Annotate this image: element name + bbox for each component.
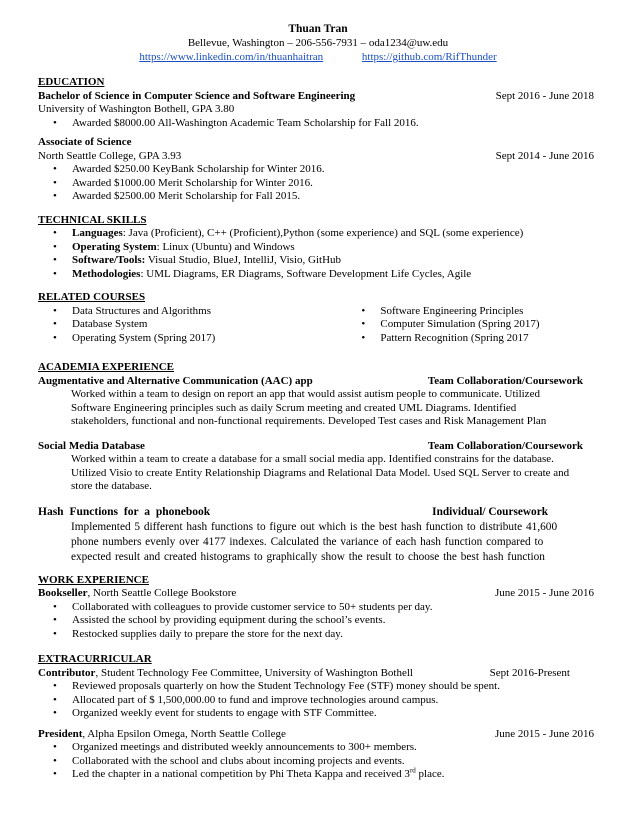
job-title: Bookseller <box>38 587 88 599</box>
degree-title: Associate of Science <box>38 136 132 148</box>
project-entry <box>38 375 598 429</box>
list-item: • Assisted the school by providing equipment during the school’s events. <box>72 614 598 628</box>
list-item: • Pattern Recognition (Spring 2017 <box>380 332 598 346</box>
project-title: Augmentative and Alternative Communication (AAC) app <box>38 374 313 387</box>
list-item: • Awarded $8000.00 All-Washington Academic Team Scholarship for Fall 2016. <box>72 117 598 131</box>
list-item: • Operating System (Spring 2017) <box>72 332 346 346</box>
list-item: • Organized weekly event for students to engage with STF Committee. <box>72 707 598 721</box>
activity-entry <box>38 667 598 721</box>
list-item: • Awarded $1000.00 Merit Scholarship for Winter 2016. <box>72 177 598 191</box>
project-title: Social Media Database <box>38 439 145 452</box>
list-item: • Software Engineering Principles <box>380 305 598 319</box>
activity-org: , Alpha Epsilon Omega, North Seattle College <box>82 727 286 740</box>
activity-title: Contributor <box>38 666 96 679</box>
extracurricular-heading: EXTRACURRICULAR <box>38 653 152 665</box>
project-role: Team Collaboration/Coursework <box>427 374 583 387</box>
degree-dates: Sept 2016 - June 2018 <box>495 89 594 102</box>
list-item: • Restocked supplies daily to prepare the store for the next day. <box>72 628 598 642</box>
list-item: • Allocated part of $ 1,500,000.00 to fund and improve technologies around campus. <box>72 694 598 708</box>
project-entry <box>38 440 598 494</box>
project-line: phone numbers evenly over 4177 indexes. Calculated the variance of each hash function compared to <box>71 535 544 548</box>
project-role: Individual/ Coursework <box>432 505 548 518</box>
project-line: Worked within a team to create a database for a small social media app. Identified constrains for the database. <box>71 453 554 465</box>
list-item: • Led the chapter in a national competition by Phi Theta Kappa and received 3rd place. <box>72 768 598 782</box>
education-entry <box>38 136 598 204</box>
degree-dates: Sept 2014 - June 2016 <box>495 149 594 162</box>
job-dates: June 2015 - June 2016 <box>495 587 594 599</box>
applicant-name: Thuan Tran <box>288 23 348 35</box>
list-item: • Data Structures and Algorithms <box>72 305 346 319</box>
project-line: Worked within a team to design on report an app that would assist autism people to communicate. Utilized <box>71 388 540 400</box>
list-item: • Collaborated with colleagues to provide customer service to 50+ students per day. <box>72 601 598 615</box>
list-item: • Database System <box>72 318 346 332</box>
project-line: Software Engineering principles such as daily Scrum meeting and created UML Diagrams. Identified <box>71 401 517 414</box>
profile-links <box>38 50 598 64</box>
list-item: • Methodologies: UML Diagrams, ER Diagrams, Software Development Life Cycles, Agile <box>72 268 598 282</box>
project-line: expected result and created histograms to graphically show the result to choose the best hash function <box>71 550 545 563</box>
activity-entry <box>38 728 598 782</box>
degree-title: Bachelor of Science in Computer Science and Software Engineering <box>38 89 356 102</box>
education-heading: EDUCATION <box>38 76 105 88</box>
list-item: • Computer Simulation (Spring 2017) <box>380 318 598 332</box>
list-item: • Collaborated with the school and clubs about incoming projects and events. <box>72 755 598 769</box>
project-role: Team Collaboration/Coursework <box>427 439 583 452</box>
list-item: • Organized meetings and distributed weekly announcements to 300+ members. <box>72 741 598 755</box>
work-heading: WORK EXPERIENCE <box>38 573 149 586</box>
activity-title: President <box>38 727 83 740</box>
work-entry <box>38 587 598 641</box>
list-item: • Languages: Java (Proficient), C++ (Proficient),Python (some experience) and SQL (some experience) <box>72 227 598 241</box>
activity-dates: June 2015 - June 2016 <box>495 727 594 740</box>
list-item: • Awarded $250.00 KeyBank Scholarship for Winter 2016. <box>72 163 598 177</box>
skills-list <box>38 227 598 281</box>
activity-org: , Student Technology Fee Committee, University of Washington Bothell <box>95 666 413 679</box>
school-name: University of Washington Bothell, GPA 3.80 <box>38 103 235 115</box>
courses-heading: RELATED COURSES <box>38 291 146 303</box>
school-name: North Seattle College, GPA 3.93 <box>38 149 182 162</box>
project-entry <box>38 505 598 565</box>
list-item: • Reviewed proposals quarterly on how the Student Technology Fee (STF) money should be spent. <box>72 680 598 694</box>
list-item: • Software/Tools: Visual Studio, BlueJ, IntelliJ, Visio, GitHub <box>72 254 598 268</box>
project-line: Utilized Visio to create Entity Relationship Diagrams and Relational Data Model. Used SQL Server to create and <box>71 466 570 479</box>
project-title: Hash Functions for a phonebook <box>38 505 211 518</box>
skills-heading: TECHNICAL SKILLS <box>38 213 147 226</box>
list-item: • Operating System: Linux (Ubuntu) and Windows <box>72 241 598 255</box>
activity-dates: Sept 2016-Present <box>489 666 570 679</box>
education-entry <box>38 90 598 131</box>
academia-heading: ACADEMIA EXPERIENCE <box>38 361 174 373</box>
courses-list <box>38 305 598 346</box>
contact-line: Bellevue, Washington – 206-556-7931 – oda1234@uw.edu <box>187 37 449 49</box>
linkedin-link[interactable]: https://www.linkedin.com/in/thuanhaitran <box>139 51 324 63</box>
project-line: store the database. <box>71 480 152 492</box>
resume-page <box>38 22 598 782</box>
project-line: Implemented 5 different hash functions to figure out which is the best hash function to distribute 41,600 <box>71 520 558 533</box>
list-item: • Awarded $2500.00 Merit Scholarship for Fall 2015. <box>72 190 598 204</box>
resume-header <box>38 22 598 64</box>
job-org: , North Seattle College Bookstore <box>87 587 237 599</box>
github-link[interactable]: https://github.com/RifThunder <box>361 51 497 63</box>
project-line: stakeholders, functional and non-functional requirements. Developed Test cases and Risk Management Plan <box>71 415 547 427</box>
